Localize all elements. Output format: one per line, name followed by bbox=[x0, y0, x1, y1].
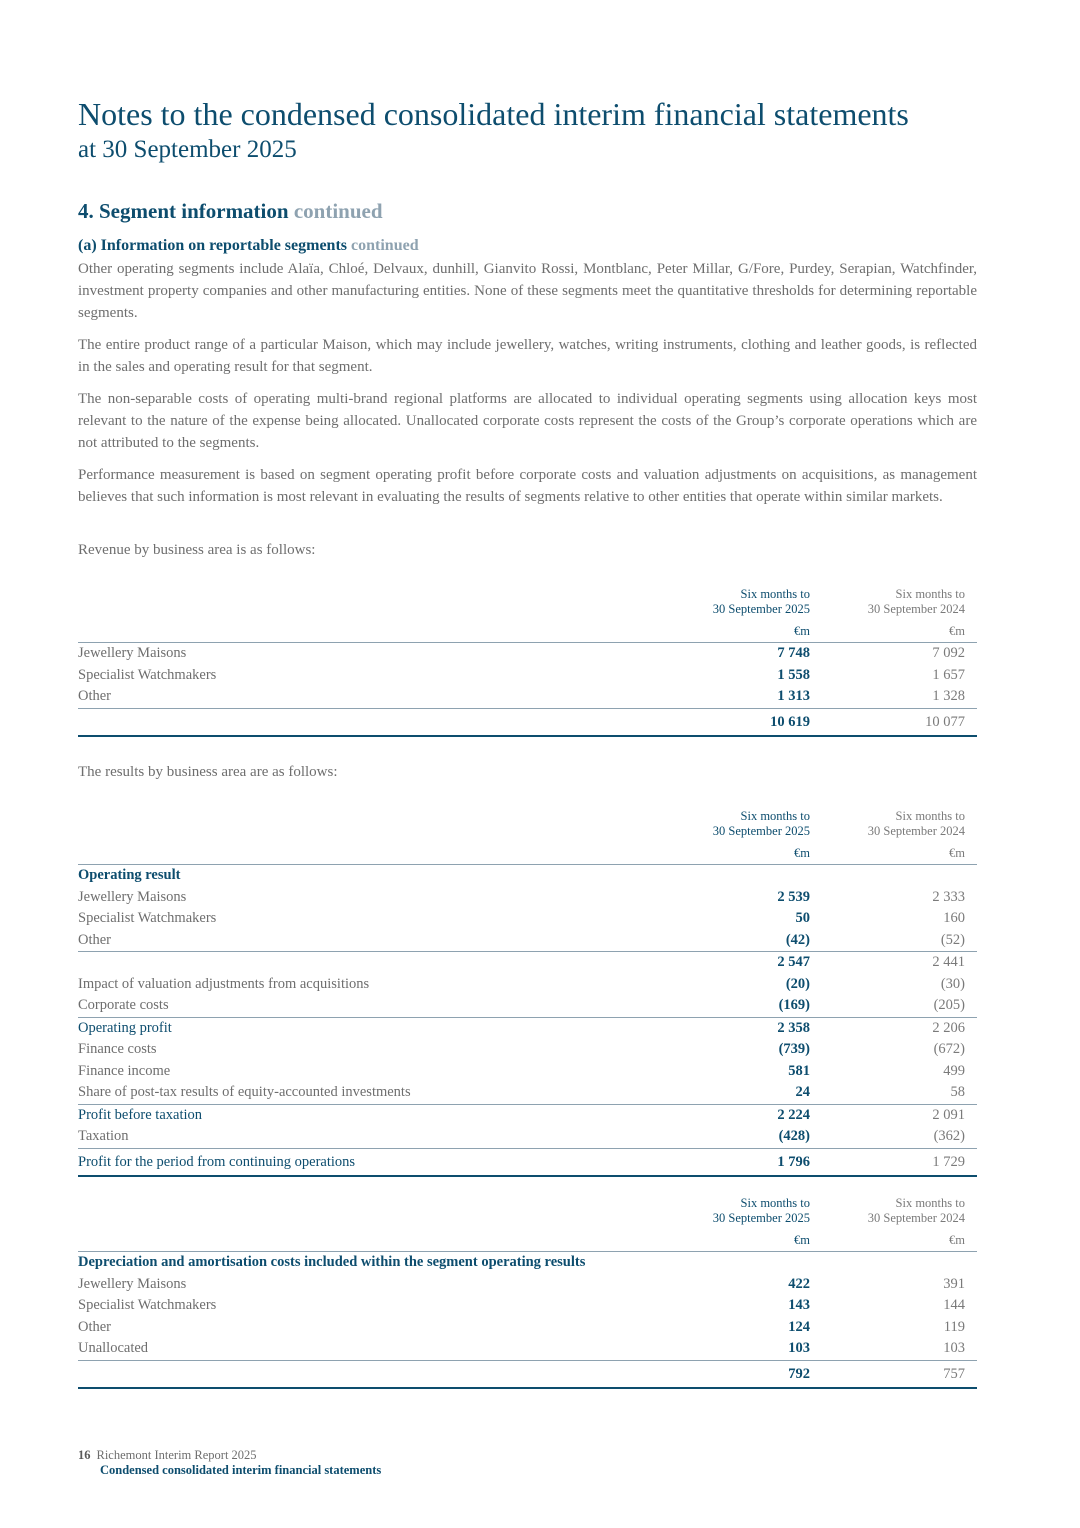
table-row bbox=[78, 887, 977, 909]
table-row bbox=[78, 665, 977, 687]
unit-label: €m bbox=[794, 1233, 810, 1247]
unit-label: €m bbox=[949, 846, 965, 860]
row-label: Finance costs bbox=[78, 1041, 157, 1057]
unit-label: €m bbox=[794, 624, 810, 638]
column-header-row bbox=[78, 587, 977, 621]
current-value: 2 224 bbox=[660, 1104, 810, 1126]
row-label: Other bbox=[78, 688, 112, 704]
prior-value: 1 328 bbox=[932, 688, 965, 704]
row-label: Operating result bbox=[78, 867, 181, 883]
row-label: Operating profit bbox=[78, 1017, 660, 1039]
page-number: 16 bbox=[78, 1448, 91, 1462]
table-row bbox=[78, 1360, 977, 1388]
current-value: (169) bbox=[778, 997, 810, 1013]
row-label: Finance income bbox=[78, 1062, 171, 1079]
paragraph: Other operating segments include Alaïa, Chloé, Delvaux, dunhill, Gianvito Rossi, Montblanc, Peter Millar, G/Fore, Purdey, Serapian, Watchfinder, investment property companies and other manufacturing entities. None of these segments meet the quantitative thresholds for determining reportable segments. bbox=[78, 261, 977, 321]
prior-value: 757 bbox=[810, 1360, 977, 1388]
current-value: (428) bbox=[778, 1128, 810, 1144]
column-header-row bbox=[78, 1196, 977, 1230]
current-value: 103 bbox=[788, 1340, 810, 1356]
table-row bbox=[78, 643, 977, 665]
paragraph: The entire product range of a particular Maison, which may include jewellery, watches, writing instruments, clothing and leather goods, is reflected in the sales and operating result for that segment. bbox=[78, 337, 977, 375]
page-subtitle: at 30 September 2025 bbox=[78, 136, 297, 163]
prior-value: (30) bbox=[940, 975, 965, 992]
prior-value bbox=[810, 1252, 977, 1274]
row-label: Jewellery Maisons bbox=[78, 1275, 187, 1292]
table-row bbox=[78, 1061, 977, 1083]
row-label: Depreciation and amortisation costs included within the segment operating results bbox=[78, 1254, 586, 1270]
prior-value: 2 206 bbox=[810, 1017, 977, 1039]
row-label: Jewellery Maisons bbox=[78, 888, 187, 905]
current-value: 50 bbox=[795, 910, 810, 926]
prior-value: 7 092 bbox=[932, 645, 965, 661]
revenue-intro: Revenue by business area is as follows: bbox=[78, 542, 316, 558]
column-header-row bbox=[78, 809, 977, 843]
section-continued: continued bbox=[293, 199, 383, 223]
row-label: Corporate costs bbox=[78, 997, 169, 1013]
table-row bbox=[78, 1104, 977, 1126]
current-value: 10 619 bbox=[660, 708, 810, 736]
footer-section: Condensed consolidated interim financial statements bbox=[100, 1463, 382, 1477]
current-value: 2 539 bbox=[777, 888, 810, 905]
row-label: Unallocated bbox=[78, 1340, 149, 1356]
paragraph: The non-separable costs of operating multi-brand regional platforms are allocated to individual operating segments using allocation keys most relevant to the nature of the expense being allocated. Unallocated corporate costs represent the costs of the Group’s corporate operations which are not attributed to the segments. bbox=[78, 391, 977, 451]
prior-value: 2 441 bbox=[810, 952, 977, 974]
table-row bbox=[78, 1126, 977, 1148]
table-row bbox=[78, 686, 977, 708]
current-value: 1 796 bbox=[660, 1148, 810, 1176]
subsection-heading bbox=[78, 237, 419, 255]
row-label: Share of post-tax results of equity-accounted investments bbox=[78, 1084, 411, 1100]
current-value: 581 bbox=[788, 1062, 810, 1079]
current-period-header: Six months to 30 September 2025 bbox=[712, 587, 810, 616]
prior-value: (52) bbox=[940, 931, 965, 948]
prior-value: (672) bbox=[933, 1041, 965, 1057]
row-label: Specialist Watchmakers bbox=[78, 666, 217, 683]
prior-value: 160 bbox=[943, 910, 965, 926]
table-row bbox=[78, 1338, 977, 1360]
row-label: Impact of valuation adjustments from acquisitions bbox=[78, 975, 370, 992]
table-row bbox=[78, 1252, 977, 1274]
table-row bbox=[78, 1082, 977, 1104]
unit-label: €m bbox=[949, 624, 965, 638]
prior-value: (362) bbox=[933, 1128, 965, 1144]
subsection-continued: continued bbox=[351, 237, 419, 254]
current-value: 143 bbox=[788, 1297, 810, 1313]
row-label bbox=[78, 1360, 660, 1388]
table-row bbox=[78, 930, 977, 952]
current-value: 1 313 bbox=[777, 688, 810, 704]
prior-value: 2 333 bbox=[932, 888, 965, 905]
prior-value: 391 bbox=[943, 1275, 965, 1292]
prior-value: 1 729 bbox=[810, 1148, 977, 1176]
revenue-table bbox=[78, 587, 977, 737]
table-row bbox=[78, 708, 977, 736]
row-label: Specialist Watchmakers bbox=[78, 910, 217, 926]
prior-value: 119 bbox=[943, 1318, 965, 1335]
unit-row bbox=[78, 843, 977, 865]
footer bbox=[78, 1448, 381, 1478]
prior-value: (205) bbox=[933, 997, 965, 1013]
row-label: Profit before taxation bbox=[78, 1104, 660, 1126]
current-value: (739) bbox=[778, 1041, 810, 1057]
row-label: Other bbox=[78, 1318, 112, 1335]
prior-value: 103 bbox=[943, 1340, 965, 1356]
unit-label: €m bbox=[949, 1233, 965, 1247]
results-intro: The results by business area are as follows: bbox=[78, 764, 338, 780]
prior-value: 58 bbox=[950, 1084, 965, 1100]
page-title: Notes to the condensed consolidated interim financial statements bbox=[78, 96, 909, 132]
row-label: Profit for the period from continuing operations bbox=[78, 1148, 660, 1176]
current-value: 792 bbox=[660, 1360, 810, 1388]
current-value: (42) bbox=[785, 931, 810, 948]
current-value: 2 547 bbox=[660, 952, 810, 974]
table-row bbox=[78, 995, 977, 1017]
current-value: 2 358 bbox=[660, 1017, 810, 1039]
unit-row bbox=[78, 621, 977, 643]
current-value: 124 bbox=[788, 1318, 810, 1335]
prior-value: 1 657 bbox=[932, 666, 965, 683]
table-row bbox=[78, 952, 977, 974]
row-label: Jewellery Maisons bbox=[78, 645, 187, 661]
unit-label: €m bbox=[794, 846, 810, 860]
depreciation-table bbox=[78, 1196, 977, 1389]
row-label bbox=[78, 708, 660, 736]
current-period-header: Six months to 30 September 2025 bbox=[712, 809, 810, 838]
prior-value: 2 091 bbox=[810, 1104, 977, 1126]
table-row bbox=[78, 908, 977, 930]
row-label bbox=[78, 952, 660, 974]
section-heading bbox=[78, 199, 383, 224]
unit-row bbox=[78, 1230, 977, 1252]
current-period-header: Six months to 30 September 2025 bbox=[712, 1196, 810, 1225]
current-value: 7 748 bbox=[777, 645, 810, 661]
table-row bbox=[78, 974, 977, 996]
table-row bbox=[78, 1295, 977, 1317]
table-row bbox=[78, 1148, 977, 1176]
report-name: Richemont Interim Report 2025 bbox=[96, 1448, 257, 1462]
row-label: Specialist Watchmakers bbox=[78, 1297, 217, 1313]
body-text bbox=[78, 258, 977, 518]
results-table bbox=[78, 809, 977, 1177]
prior-value: 144 bbox=[943, 1297, 965, 1313]
table-row bbox=[78, 1039, 977, 1061]
prior-value bbox=[810, 865, 977, 887]
row-label: Other bbox=[78, 931, 112, 948]
table-row bbox=[78, 865, 977, 887]
prior-period-header: Six months to 30 September 2024 bbox=[867, 809, 965, 838]
prior-value: 499 bbox=[943, 1062, 965, 1079]
current-value: 422 bbox=[788, 1275, 810, 1292]
table-row bbox=[78, 1274, 977, 1296]
current-value: 1 558 bbox=[777, 666, 810, 683]
current-value: (20) bbox=[785, 975, 810, 992]
paragraph: Performance measurement is based on segment operating profit before corporate costs and valuation adjustments on acquisitions, as management believes that such information is most relevant in evaluating the results of segments relative to other entities that operate within similar markets. bbox=[78, 467, 977, 505]
current-value bbox=[660, 865, 810, 887]
section-title: 4. Segment information bbox=[78, 199, 289, 223]
subsection-title: (a) Information on reportable segments bbox=[78, 237, 348, 254]
current-value bbox=[660, 1252, 810, 1274]
table-row bbox=[78, 1017, 977, 1039]
current-value: 24 bbox=[795, 1084, 810, 1100]
prior-period-header: Six months to 30 September 2024 bbox=[867, 587, 965, 616]
row-label: Taxation bbox=[78, 1128, 129, 1144]
prior-value: 10 077 bbox=[810, 708, 977, 736]
prior-period-header: Six months to 30 September 2024 bbox=[867, 1196, 965, 1225]
table-row bbox=[78, 1317, 977, 1339]
